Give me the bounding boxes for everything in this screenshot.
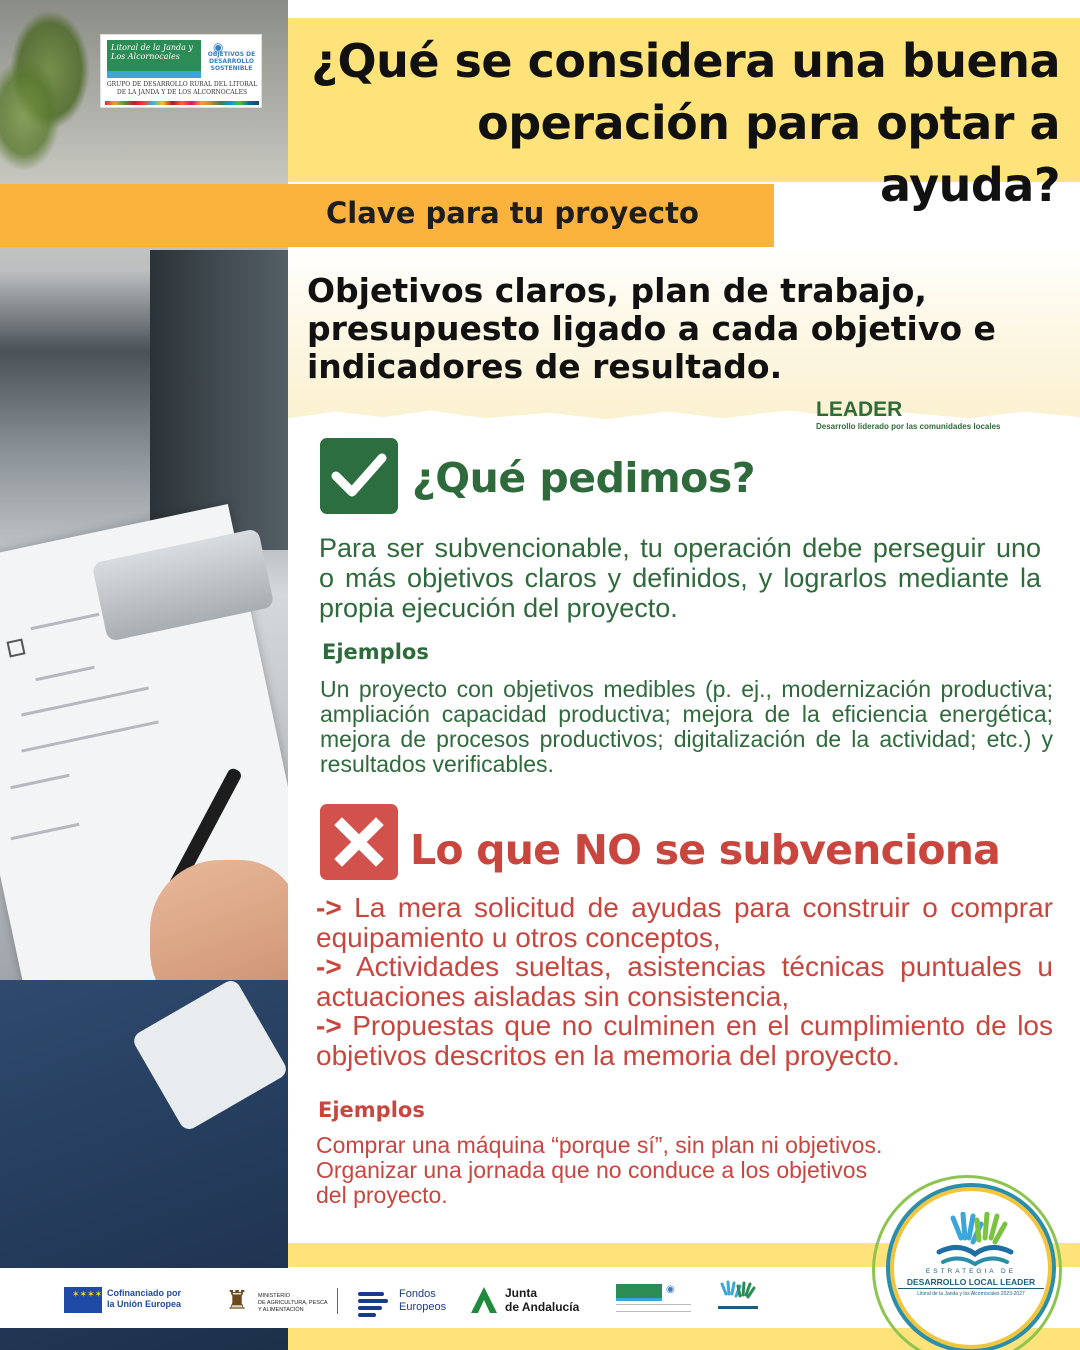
examples-line: Organizar una jornada que no conduce a los objetivos xyxy=(316,1157,868,1183)
ministry-line: DE AGRICULTURA, PESCA xyxy=(258,1300,328,1306)
fondos-europeos-icon xyxy=(350,1284,390,1318)
list-item xyxy=(316,1011,1053,1070)
junta-line: Junta xyxy=(505,1286,538,1300)
spain-crest-icon: ♜ xyxy=(225,1286,249,1316)
examples-label: Ejemplos xyxy=(318,1098,425,1122)
eu-cofinancing-label xyxy=(107,1288,181,1310)
footer-divider xyxy=(337,1288,338,1314)
section-request-title: ¿Qué pedimos? xyxy=(412,454,756,502)
plant-decoration xyxy=(0,60,60,170)
check-icon xyxy=(320,438,398,514)
subtitle: Clave para tu proyecto xyxy=(326,196,699,230)
key-statement-line: indicadores de resultado. xyxy=(307,347,783,386)
logo-caption-line: GRUPO DE DESARROLLO RURAL DEL LITORAL xyxy=(106,81,258,88)
logo-caption-line: DE LA JANDA Y DE LOS ALCORNOCALES xyxy=(116,89,248,96)
arrow-marker: -> xyxy=(316,1010,342,1041)
examples-line: Comprar una máquina “porque sí”, sin plan ni objetivos. xyxy=(316,1132,883,1158)
title-line: ¿Qué se considera una buena xyxy=(311,34,1060,88)
list-item-text: Propuestas que no culminen en el cumplimiento de los objetivos descritos en la memoria del proyecto. xyxy=(316,1010,1053,1071)
fondos-line: Fondos xyxy=(399,1288,436,1300)
leader-strategy-mini-logo xyxy=(710,1280,766,1316)
list-item-text: Actividades sueltas, asistencias técnicas puntuales u actuaciones aisladas sin consistencia, xyxy=(316,951,1054,1012)
eu-label-line: Cofinanciado por xyxy=(107,1288,181,1298)
ministry-line: Y ALIMENTACIÓN xyxy=(258,1307,304,1313)
gdr-mini-logo: ◉ xyxy=(616,1284,691,1316)
leader-subtitle: Desarrollo liderado por las comunidades locales xyxy=(816,422,1001,431)
list-item xyxy=(316,893,1053,952)
logo-brand-line: Litoral de la Janda y xyxy=(111,43,193,52)
section-request-body: Para ser subvencionable, tu operación debe perseguir uno o más objetivos claros y definidos, y lograrlos mediante la propia ejecución del proyecto. xyxy=(319,533,1041,623)
logo-stripe xyxy=(107,71,201,78)
ods-label: OBJETIVOS DE DESARROLLO SOSTENIBLE xyxy=(207,51,256,72)
section-excluded-title: Lo que NO se subvenciona xyxy=(410,826,1000,874)
examples-text xyxy=(316,1133,976,1208)
eu-label-line: la Unión Europea xyxy=(107,1299,182,1309)
fondos-europeos-label xyxy=(399,1288,446,1314)
seal-label-top: ESTRATEGIA DE xyxy=(925,1268,1017,1275)
key-statement xyxy=(307,272,1047,386)
excluded-list xyxy=(316,893,1053,1070)
examples-label: Ejemplos xyxy=(322,640,429,664)
fondos-line: Europeos xyxy=(399,1301,447,1313)
sdg-color-bar xyxy=(105,101,259,105)
key-statement-line: Objetivos claros, plan de trabajo, xyxy=(307,271,927,310)
seal-label-main: DESARROLLO LOCAL LEADER xyxy=(898,1277,1044,1289)
ministry-label xyxy=(258,1293,328,1314)
examples-text: Un proyecto con objetivos medibles (p. ej., modernización productiva; ampliación capacidad productiva; mejora de la eficiencia energética; mejora de procesos productivos; digitalización de la actividad; etc.) y resultados verificables. xyxy=(320,676,1053,777)
un-emblem-icon: ◉ xyxy=(213,40,224,54)
logo-caption xyxy=(105,81,259,97)
ministry-line: MINISTERIO xyxy=(258,1293,291,1299)
logo-brand-line: Los Alcornocales xyxy=(111,52,180,61)
junta-andalucia-label xyxy=(505,1286,579,1314)
junta-andalucia-icon xyxy=(468,1284,500,1316)
list-item xyxy=(316,952,1053,1011)
key-statement-line: presupuesto ligado a cada objetivo e xyxy=(307,309,996,348)
close-icon xyxy=(320,804,398,880)
junta-line: de Andalucía xyxy=(505,1300,580,1314)
list-item-text: La mera solicitud de ayudas para construir o comprar equipamiento u otros conceptos, xyxy=(316,892,1054,953)
document-checkbox xyxy=(7,639,26,658)
seal-label-sub: Litoral de la Janda y los Alcornocales 2023-2027 xyxy=(917,1291,1025,1297)
examples-line: del proyecto. xyxy=(316,1182,448,1208)
gdr-logo xyxy=(100,34,262,108)
eu-flag-icon: ✶✶✶✶ xyxy=(64,1287,102,1313)
arrow-marker: -> xyxy=(316,892,342,923)
hands-icon xyxy=(935,1212,1015,1268)
arrow-marker: -> xyxy=(316,951,342,982)
leader-title: LEADER xyxy=(816,398,903,421)
title-line: operación para optar a ayuda? xyxy=(477,96,1060,212)
